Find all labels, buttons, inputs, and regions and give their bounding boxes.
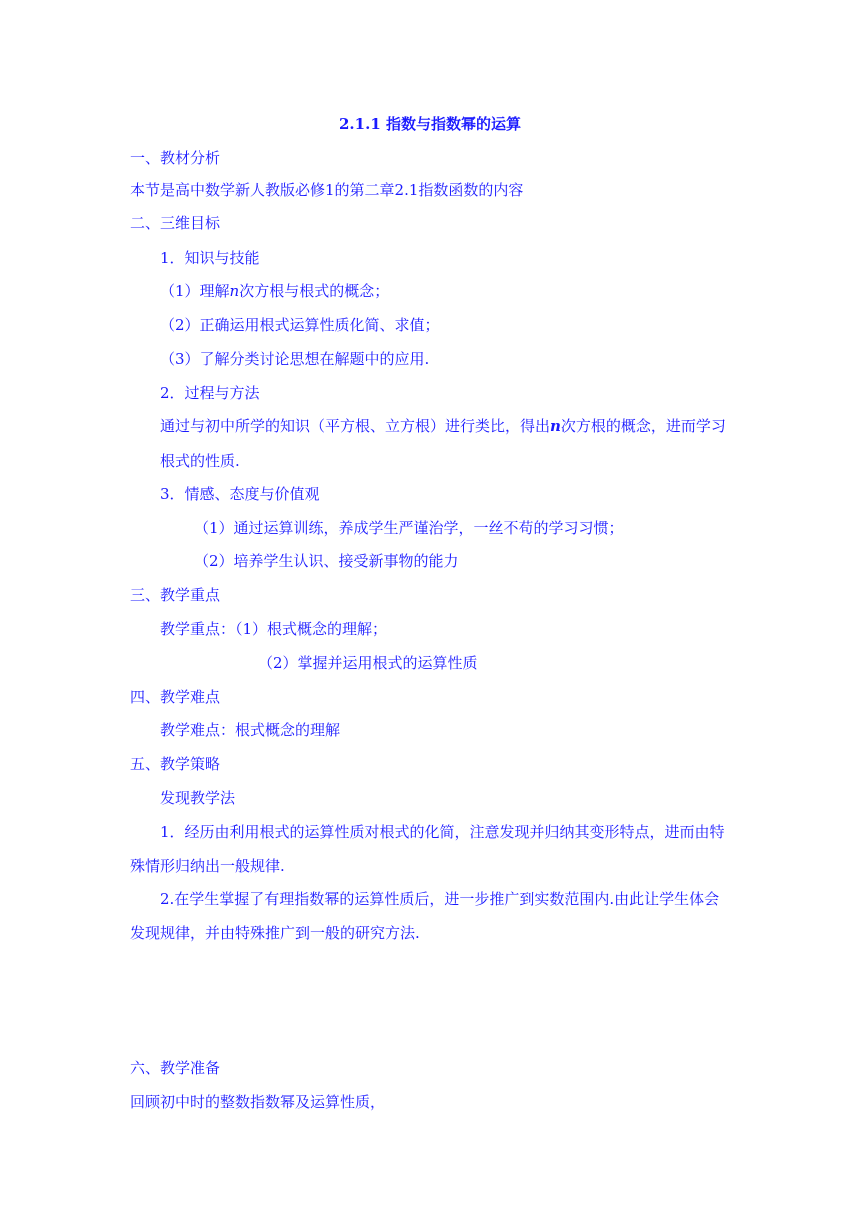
subsection-knowledge-heading: 1．知识与技能	[160, 249, 260, 267]
section-6-text: 回顾初中时的整数指数幂及运算性质，	[130, 1093, 386, 1111]
knowledge-item-2: （2）正确运用根式运算性质化简、求值；	[160, 316, 440, 334]
subsection-emotion-heading: 3．情感、态度与价值观	[160, 485, 320, 503]
knowledge-item-3: （3）了解分类讨论思想在解题中的应用.	[160, 350, 430, 368]
key-point-item-2: （2）掌握并运用根式的运算性质	[258, 654, 478, 672]
subsection-process-heading: 2．过程与方法	[160, 384, 260, 402]
key-point-item-1: 教学重点：（1）根式概念的理解；	[160, 620, 388, 638]
section-4-heading: 四、教学难点	[130, 688, 221, 706]
strategy-paragraph-2-line-1: 2.在学生掌握了有理指数幂的运算性质后，进一步推广到实数范围内.由此让学生体会	[160, 890, 720, 908]
strategy-method: 发现教学法	[160, 789, 236, 807]
variable-n: n	[550, 417, 561, 435]
strategy-paragraph-1-line-1: 1．经历由利用根式的运算性质对根式的化简，注意发现并归纳其变形特点，进而由特	[160, 823, 725, 841]
emotion-item-2: （2）培养学生认识、接受新事物的能力	[194, 552, 459, 570]
strategy-paragraph-2-line-2: 发现规律，并由特殊推广到一般的研究方法.	[130, 924, 420, 942]
knowledge-item-1	[160, 281, 389, 301]
process-text-post: 次方根的概念，进而学习	[560, 417, 726, 435]
variable-n: n	[229, 282, 240, 300]
section-2-heading: 二、三维目标	[130, 214, 221, 232]
process-text-line-2: 根式的性质.	[160, 452, 240, 470]
knowledge-item-1-pre: （1）理解	[160, 282, 230, 300]
section-1-text: 本节是高中数学新人教版必修1的第二章2.1指数函数的内容	[130, 181, 524, 199]
section-1-heading: 一、教材分析	[130, 149, 221, 167]
knowledge-item-1-post: 次方根与根式的概念；	[239, 282, 390, 300]
process-text-line-1	[160, 416, 726, 436]
document-title: 2.1.1 指数与指数幂的运算	[339, 115, 521, 133]
emotion-item-1: （1）通过运算训练，养成学生严谨治学，一丝不苟的学习习惯；	[194, 519, 624, 537]
section-3-heading: 三、教学重点	[130, 586, 221, 604]
difficulty-item-1: 教学难点：根式概念的理解	[160, 721, 341, 739]
process-text-pre: 通过与初中所学的知识（平方根、立方根）进行类比，得出	[160, 417, 551, 435]
strategy-paragraph-1-line-2: 殊情形归纳出一般规律.	[130, 857, 285, 875]
section-6-heading: 六、教学准备	[130, 1059, 221, 1077]
section-5-heading: 五、教学策略	[130, 755, 221, 773]
